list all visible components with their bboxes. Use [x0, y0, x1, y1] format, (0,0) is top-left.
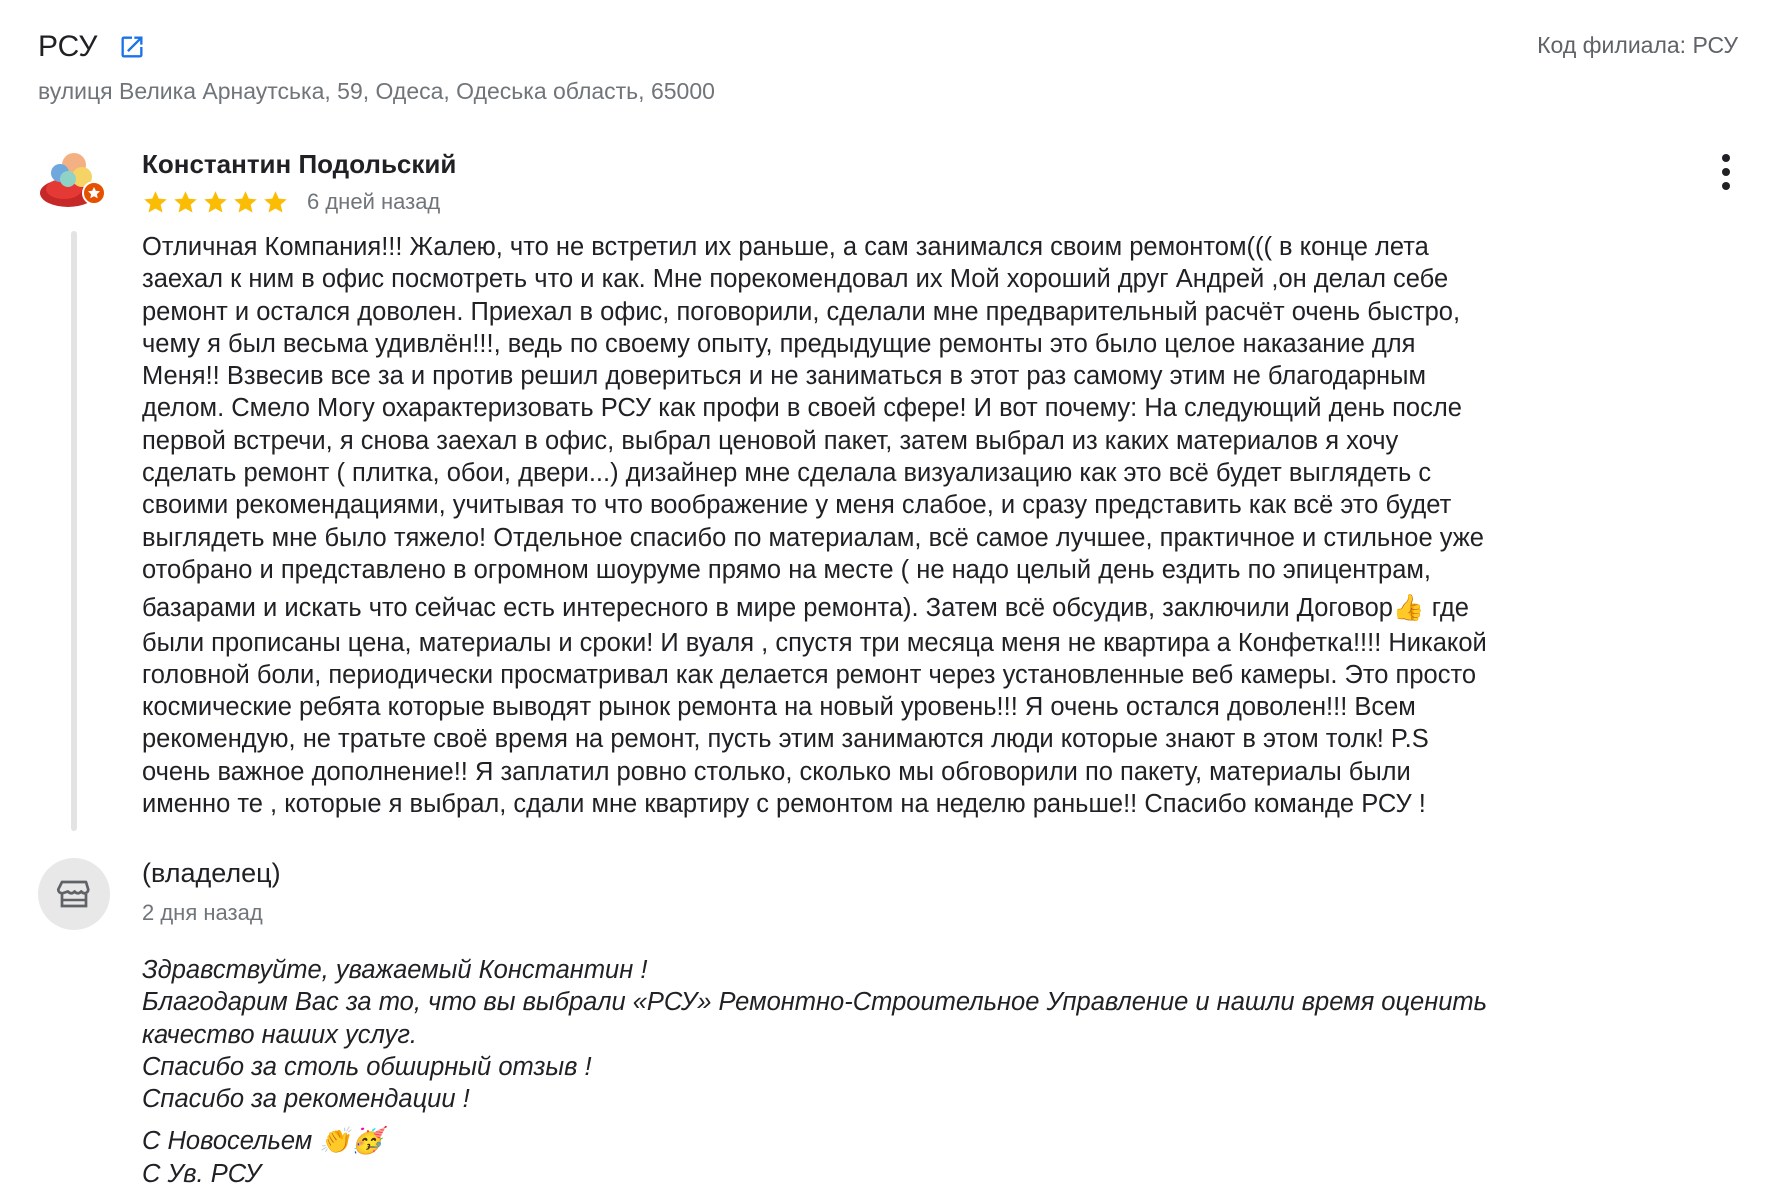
review-line: Меня!! Взвесив все за и против решил довериться и не заниматься в этот раз самому этим не благодарным: [142, 362, 1426, 391]
reply-sign-line: С Ув. РСУ: [142, 1159, 262, 1188]
business-name: РСУ: [38, 30, 98, 63]
reply-line: Спасибо за столь обширный отзыв !: [142, 1052, 592, 1081]
reply-text: [142, 954, 1702, 1190]
more-vertical-icon[interactable]: [1714, 151, 1738, 195]
thread-line: [71, 231, 77, 831]
review-line: базарами и искать что сейчас есть интересного в мире ремонта). Затем всё обсудив, заключили Договор👍 где: [142, 594, 1469, 623]
review-line: первой встречи, я снова заехал в офис, выбрал ценовой пакет, затем выбрал из каких материалов я хочу: [142, 426, 1399, 455]
reviewer-avatar[interactable]: [38, 145, 110, 217]
storefront-icon: [56, 876, 92, 912]
reply-sign-line: С Новосельем 👏🥳: [142, 1127, 383, 1156]
review-line: очень важное дополнение!! Я заплатил ровно столько, сколько мы обговорили по пакету, материалы были: [142, 757, 1411, 786]
branch-code: Код филиала: РСУ: [1537, 32, 1738, 58]
review-line: делом. Смело Могу охарактеризовать РСУ как профи в своей сфере! И вот почему: На следующий день после: [142, 394, 1462, 423]
owner-avatar: [38, 858, 110, 930]
business-header: [38, 30, 1738, 105]
reply-line: Благодарим Вас за то, что вы выбрали «РСУ» Ремонтно-Строительное Управление и нашли время оценить: [142, 988, 1488, 1017]
owner-label: (владелец): [142, 858, 281, 888]
review-line: головной боли, периодически просматривал как делается ремонт через установленные веб камеры. Это просто: [142, 660, 1477, 689]
reply-line: качество наших услуг.: [142, 1020, 418, 1049]
review-line: чему я был весьма удивлён!!!, ведь по своему опыту, предыдущие ремонты это было целое наказание для: [142, 329, 1416, 358]
review-line: были прописаны цена, материалы и сроки! И вуаля , спустя три месяца меня не квартира а Конфетка!!!! Никакой: [142, 628, 1487, 657]
star-rating: [142, 189, 289, 216]
star-icon: [172, 189, 199, 216]
review-date: 6 дней назад: [307, 189, 441, 214]
star-icon: [232, 189, 259, 216]
star-icon: [262, 189, 289, 216]
review-line: рекомендую, не тратьте своё время на ремонт, пусть этим занимаются люди которые знают в этом толк! P.S: [142, 725, 1429, 754]
reply-line: Здравствуйте, уважаемый Константин !: [142, 956, 648, 984]
review-line: отобрано и представлено в огромном шоуруме прямо на месте ( не надо целый день ездить по эпицентрам,: [142, 555, 1432, 584]
review-line: Отличная Компания!!! Жалею, что не встретил их раньше, а сам занимался своим ремонтом((( в конце лета: [142, 233, 1429, 261]
review-line: сделать ремонт ( плитка, обои, двери...) дизайнер мне сделала визуализацию как это всё будет выглядеть с: [142, 459, 1432, 488]
star-icon: [142, 189, 169, 216]
review-line: ремонт и остался доволен. Приехал в офис, поговорили, сделали мне предварительный расчёт очень быстро,: [142, 297, 1461, 326]
review-line: космические ребята которые выводят рынок ремонта на новый уровень!!! Я очень остался доволен!!! Всем: [142, 693, 1416, 722]
reviewer-name[interactable]: Константин Подольский: [142, 149, 457, 179]
external-link-icon[interactable]: [118, 33, 146, 61]
review-line: заехал к ним в офис посмотреть что и как. Мне порекомендовал их Мой хороший друг Андрей ,он делал себе: [142, 265, 1449, 294]
business-address: вулиця Велика Арнаутська, 59, Одеса, Одеська область, 65000: [38, 78, 715, 104]
review-text: [142, 231, 1702, 820]
reply-date: 2 дня назад: [142, 900, 263, 925]
review-meta: [142, 187, 440, 217]
review-line: именно те , которые я выбрал, сдали мне квартиру с ремонтом на неделю раньше!! Спасибо команде РСУ !: [142, 790, 1426, 819]
review-line: выглядеть мне было тяжело! Отдельное спасибо по материалам, всё самое лучшее, практичное и стильное уже: [142, 523, 1484, 552]
reply-line: Спасибо за рекомендации !: [142, 1085, 470, 1114]
review-line: своими рекомендациями, учитывая то что воображение у меня слабое, и сразу представить как всё это будет: [142, 491, 1452, 520]
star-icon: [202, 189, 229, 216]
